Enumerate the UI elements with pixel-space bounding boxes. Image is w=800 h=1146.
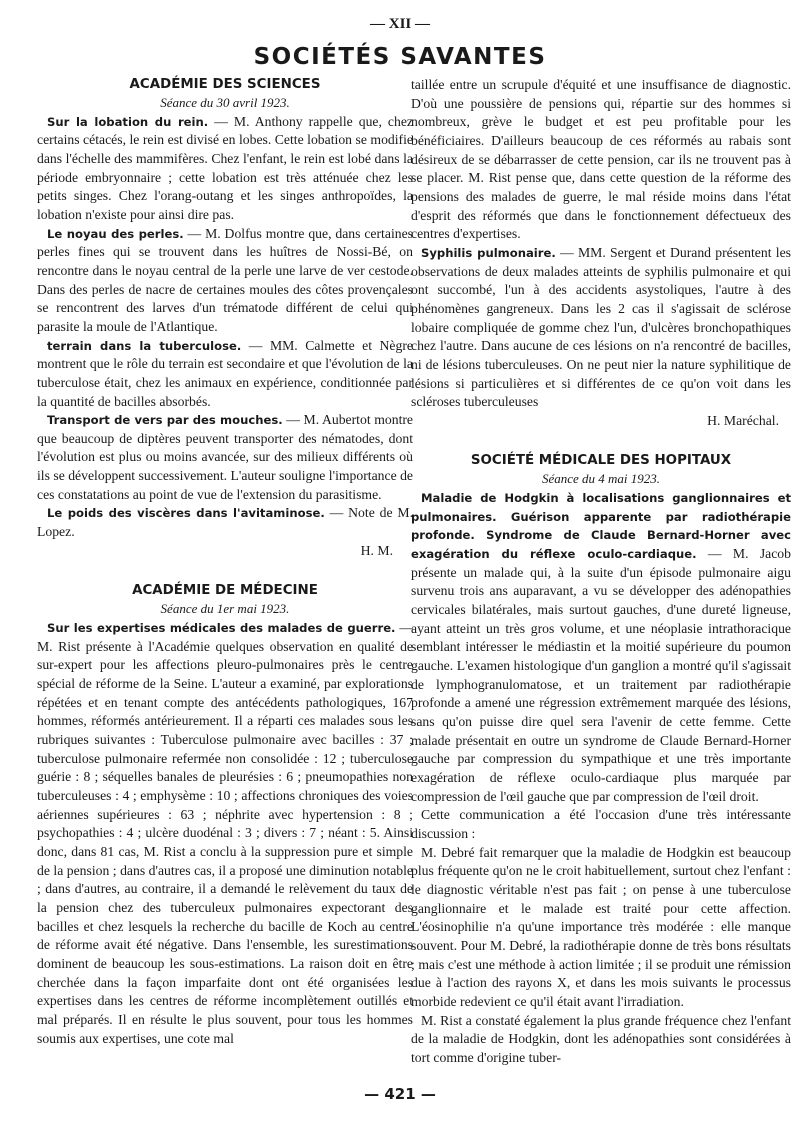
article-expertises (37, 619, 413, 1048)
article-title: Sur la lobation du rein. (47, 114, 209, 129)
article-mouches (37, 411, 413, 504)
paragraph-debre: M. Debré fait remarquer que la maladie de Hodgkin est beaucoup plus fréquente qu'on ne le croit habituellement, surtout chez l'enfant : le diagnostic véritable n'est pas fait ; on pense à une tuberculose ganglionnaire et le malade est traité pour cette affection. L'éosinophilie n'a qu'une importance très modérée : elle manque souvent. Pour M. Debré, la radiothérapie donne de très bons résultats ; mais c'est une méthode à action limitée ; il se produit une rémission due à l'action des rayons X, et dans les mois suivants le processus morbide redevient ce qu'il était avant l'irradiation. (411, 844, 791, 1009)
left-column (37, 76, 413, 1048)
right-column (411, 76, 791, 1067)
article-hodgkin (411, 489, 791, 806)
article-text: — M. Aubertot montre que beaucoup de diptères peuvent transporter des nématodes, dont l'évolution est plus ou moins avancée, sur des milieux différents où ils se développent successivement. L'auteur souligne l'importance de ces constatations au point de vue de l'extension du parasitisme. (37, 412, 413, 502)
article-title: terrain dans la tuberculose. (47, 338, 242, 353)
article-title: Maladie de Hodgkin à localisations ganglionnaires et pulmonaires. Guérison apparente par radiothérapie profonde. Syndrome de Claude Bernard-Horner avec exagération du réflexe oculo-cardiaque. (411, 491, 791, 562)
seance-date-hopitaux: Séance du 4 mai 1923. (541, 471, 661, 487)
article-perles (37, 225, 413, 337)
signature-sciences: H. M. (360, 542, 393, 558)
signature-medecine: H. Maréchal. (707, 412, 779, 428)
article-text: — MM. Calmette et Nègre montrent que le rôle du terrain est secondaire et que l'évolution de la tuberculose était, chez les animaux en expérience, conditionnée par la quantité de bacilles absorbés. (37, 337, 413, 409)
page-roman-numeral: — XII — (369, 16, 430, 32)
article-title: Syphilis pulmonaire. (421, 245, 556, 260)
article-text: — M. Rist présente à l'Académie quelques observation en qualité de sur-expert pour les affections pleuro-pulmonaires près le centre spécial de réforme de la Seine. L'auteur a examiné, par explorations répétées et en tenant compte des antécédents pathologiques, 167 hommes, réformés antérieurement. Il a réparti ces malades sous les rubriques suivantes : Tuberculose pulmonaire avec bacilles : 37 ; tuberculose pulmonaire refermée non consolidée : 12 ; tuberculose guérie : 8 ; séquelles banales de pleurésies : 6 ; pneumopathies non tuberculeuses : 4 ; emphysème : 10 ; affections chroniques des voies aériennes supérieures : 63 ; néphrite avec hypertension : 8 ; psychopathies : 4 ; ulcère duodénal : 3 ; divers : 7 ; néant : 5. Ainsi donc, dans 81 cas, M. Rist a conclu à la suppression pure et simple de la pension ; dans d'autres cas, il a proposé une diminution notable ; dans d'autres, au contraire, il a demandé le relèvement du taux de la pension chez des tuberculeux pulmonaires expectorant des bacilles et chez lesquels la recherche du bacille de Koch au centre de réforme avait été négative. Dans l'ensemble, les surestimations dominent de beaucoup les sous-estimations. La raison doit en être cherchée dans la façon imparfaite dont ont été organisées les expertises dans les centres de réforme incomplètement outillés et mal préparés. Il en résulte le plus souvent, pour tous les hommes soumis aux expertises, une cote mal (37, 620, 414, 1046)
paragraph-discussion: Cette communication a été l'occasion d'une très intéressante discussion : (411, 807, 791, 841)
article-text: — M. Dolfus montre que, dans certaines perles fines qui se trouvent dans les huîtres de Nossi-Bé, on rencontre dans le noyau central de la perle une larve de ver cestode. Dans des perles de nacre de certaines moules des côtes provençales se rencontrent des larves d'un trématode différent de celui qui parasite la moule de l'Atlantique. (37, 225, 413, 334)
article-lobation (37, 113, 413, 225)
section-heading-hopitaux: SOCIÉTÉ MÉDICALE DES HOPITAUX (470, 453, 732, 469)
page-title: SOCIÉTÉS SAVANTES (253, 44, 547, 70)
article-avitaminose (37, 504, 413, 541)
article-title: Sur les expertises médicales des malades de guerre. (47, 621, 396, 636)
section-heading-medecine: ACADÉMIE DE MÉDECINE (132, 583, 318, 599)
seance-date-sciences: Séance du 30 avril 1923. (160, 95, 290, 110)
article-title: Le noyau des perles. (47, 226, 184, 241)
article-text: — Note de M. Lopez. (37, 505, 413, 540)
page-number: — 421 — (364, 1085, 436, 1103)
article-expertises-continued: taillée entre un scrupule d'équité et une insuffisance de diagnostic. D'où une poussière de pensions qui, répartie sur des hommes si nombreux, grève le budget et est peu profitable pour les bénéficiaires. D'ailleurs beaucoup de ces réformés au rabais sont désireux de se débarrasser de cette pension, car ils ne trouvent pas à se placer. M. Rist pense que, dans cette question de la réforme des pensions des malades de guerre, le mal réside moins dans l'état d'esprit des réformés que dans le fonctionnement défectueux des centres d'expertises. (411, 77, 791, 242)
article-title: Le poids des viscères dans l'avitaminose. (47, 506, 325, 521)
section-heading-sciences: ACADÉMIE DES SCIENCES (129, 77, 321, 92)
article-terrain (37, 337, 413, 412)
article-text: — M. Jacob présente un malade qui, à la suite d'un épisode pulmonaire aigu survenu trois ans auparavant, a vu se développer des adénopathies cervicales bilatérales, mais surtout gauches, d'une dureté ligneuse, ayant atteint un très gros volume, et une néoplasie intrathoracique semblant intéresser le médiastin et la moitié supérieure du poumon gauche. L'examen histologique d'un ganglion a montré qu'il s'agissait de lymphogranulomatose, et un traitement par radiothérapie profonde a amené une régression extrêmement marquée des lésions, sans qu'on puisse dire quel sera l'avenir de cette femme. Cette malade présentait en outre un syndrome de Claude Bernard-Horner gauche par compression du sympathique et une très importante exagération de réflexe oculo-cardiaque plus marquée par compression de l'œil gauche que par compression de l'œil droit. (411, 546, 791, 804)
article-syphilis (411, 244, 791, 412)
article-text: — M. Anthony rappelle que, chez certains cétacés, le rein est divisé en lobes. Cette lobation se modifie dans l'échelle des mammifères. Chez l'enfant, le rein est lobé dans la période embryonnaire ; cette lobation est très atténuée chez les petits singes. Chez l'orang-outang et les singes anthropoïdes, la lobation n'existe pour ainsi dire pas. (37, 113, 414, 222)
seance-date-medecine: Séance du 1er mai 1923. (160, 601, 290, 617)
paragraph-rist: M. Rist a constaté également la plus grande fréquence chez l'enfant de la maladie de Hodgkin, dont les adénopathies sont considérées à tort comme d'origine tuber- (411, 1012, 791, 1065)
article-title: Transport de vers par des mouches. (47, 413, 283, 428)
article-text: — MM. Sergent et Durand présentent les observations de deux malades atteints de syphilis pulmonaire et qui ont succombé, l'un à des accidents asystoliques, l'autre à des phénomènes gangreneux. Dans les 2 cas il s'agissait de sclérose lobaire compliquée de gomme chez l'un, d'ulcères bronchopathiques chez l'autre. Dans aucune de ces lésions on n'a rencontré de bacilles, ni de lésions tuberculeuses. On ne peut nier la nature syphilitique de lésions si particulières et si différentes de ce qu'on voit dans les scléroses tuberculeuses (411, 244, 791, 410)
